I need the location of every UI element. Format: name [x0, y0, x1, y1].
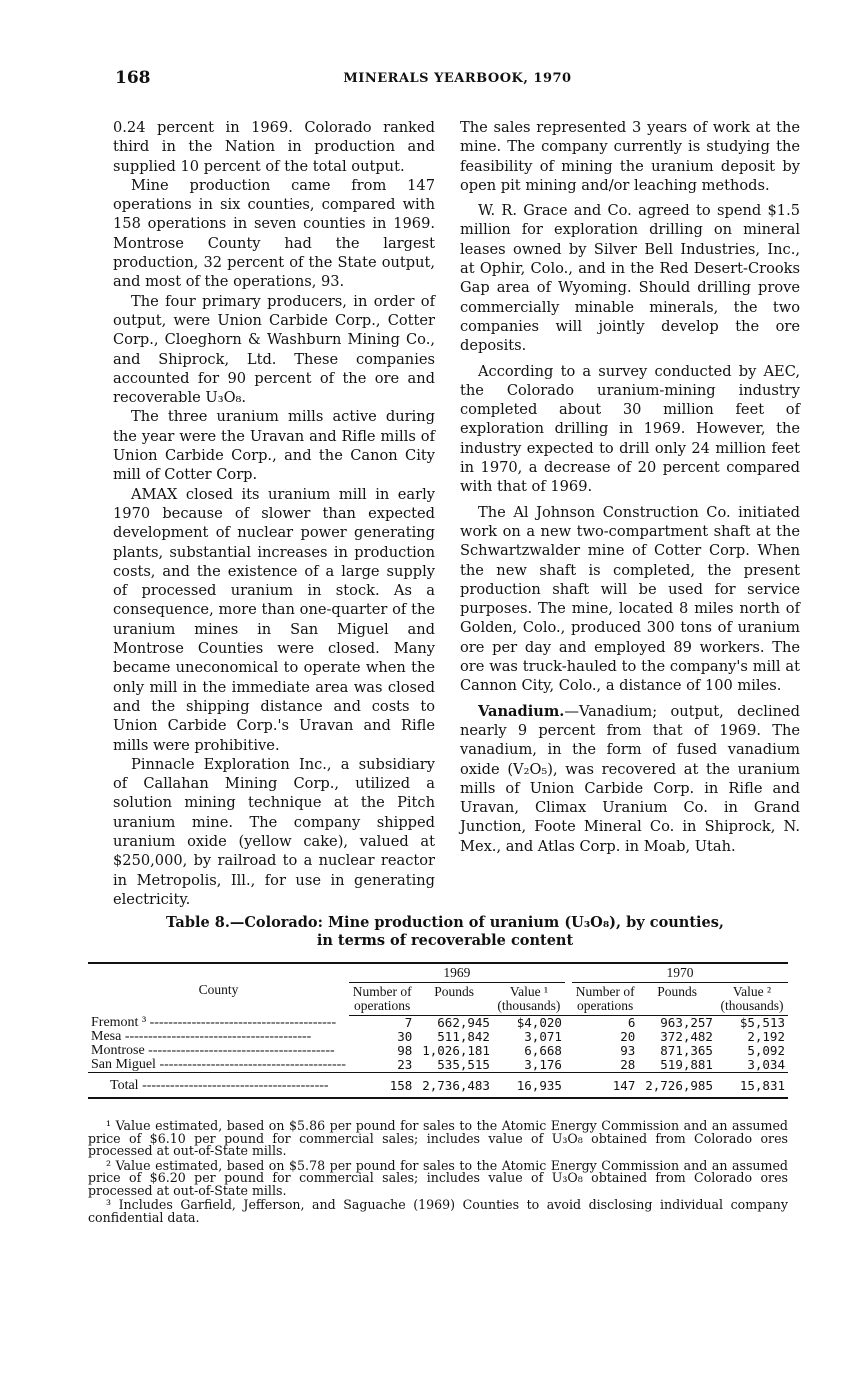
paragraph: Pinnacle Exploration Inc., a subsidiary of Callahan Mining Corp., utilized a solution mining technique at the Pitch uranium mine. The company shipped uranium oxide (yellow cake), valued at $250,000, by railroad to a nuclear reactor in Metropolis, Ill., for use in generating electricity. — [113, 755, 435, 908]
year-header-1969: 1969 — [349, 963, 565, 983]
pounds-header: Pounds — [415, 983, 493, 1016]
cell: 20 — [620, 1029, 636, 1044]
right-column — [460, 118, 800, 862]
cell: 662,945 — [437, 1015, 490, 1030]
paragraph: The Al Johnson Construction Co. initiated work on a new two-compartment shaft at the Schwartzwalder mine of Cotter Corp. When the new shaft is completed, the present production shaft will be used for service purposes. The mine, located 8 miles north of Golden, Colo., produced 300 tons of uranium ore per day and employed 89 workers. The ore was truck-hauled to the company's mill at Cannon City, Colo., a distance of 100 miles. — [460, 503, 800, 695]
pounds-header: Pounds — [638, 983, 716, 1016]
value-header: Value ¹ (thousands) — [493, 983, 565, 1016]
table-title-line: Table 8.—Colorado: Mine production of uranium (U₃O₈), by counties, — [166, 914, 724, 931]
cell: 98 — [397, 1043, 413, 1058]
uranium-production-table — [88, 962, 788, 1099]
paragraph: AMAX closed its uranium mill in early 1970 because of slower than expected development of nuclear power generating plants, substantial increases in production costs, and the existence of a large supply of processed uranium in stock. As a consequence, more than one-quarter of the uranium mines in San Miguel and Montrose Counties were closed. Many became uneconomical to operate when the only mill in the immediate area was closed and the shipping distance and costs to Union Carbide Corp.'s Uravan and Rifle mills were prohibitive. — [113, 485, 435, 754]
cell: 871,365 — [660, 1043, 713, 1058]
cell: 519,881 — [660, 1057, 713, 1072]
year-header-1970: 1970 — [572, 963, 788, 983]
table-row — [88, 1058, 788, 1073]
cell: 6 — [627, 1015, 636, 1030]
paragraph: According to a survey conducted by AEC, the Colorado uranium-mining industry completed about 30 million feet of exploration drilling in 1969. However, the industry expected to drill only 24 million feet in 1970, a decrease of 20 percent compared with that of 1969. — [460, 362, 800, 496]
table-title-line: in terms of recoverable content — [316, 932, 574, 949]
table-row — [88, 1044, 788, 1058]
county-cell: Fremont ³ ---------------------------------------- — [91, 1015, 337, 1030]
page-number: 168 — [115, 68, 151, 88]
cell: 7 — [404, 1015, 413, 1030]
cell: 2,736,483 — [415, 1073, 493, 1099]
ops-header: Number of operations — [349, 983, 415, 1016]
table-row — [88, 1016, 788, 1031]
cell: 3,176 — [524, 1057, 562, 1072]
footnotes — [88, 1120, 788, 1226]
cell: $4,020 — [516, 1015, 562, 1030]
cell: 963,257 — [660, 1015, 713, 1030]
county-cell: Mesa ---------------------------------------- — [91, 1030, 312, 1044]
cell: 2,192 — [747, 1029, 785, 1044]
paragraph: The sales represented 3 years of work at the mine. The company currently is studying the feasibility of mining the uranium deposit by open pit mining and/or leaching methods. — [460, 119, 800, 194]
county-header: County — [198, 981, 239, 997]
left-column — [113, 118, 435, 909]
cell: 93 — [620, 1043, 636, 1058]
total-row — [88, 1073, 788, 1099]
cell: 16,935 — [493, 1073, 565, 1099]
paragraph: 0.24 percent in 1969. Colorado ranked third in the Nation in production and supplied 10 percent of the total output. — [113, 119, 435, 175]
cell: 23 — [397, 1057, 413, 1072]
ops-header: Number of operations — [572, 983, 638, 1016]
value-header: Value ² (thousands) — [716, 983, 788, 1016]
footnote: ³ Includes Garfield, Jefferson, and Saguache (1969) Counties to avoid disclosing individual company confidential data. — [88, 1197, 788, 1225]
vanadium-text: —Vanadium; output, declined nearly 9 percent from that of 1969. The vanadium, in the form of fused vanadium oxide (V₂O₅), was recovered at the uranium mills of Union Carbide Corp. in Rifle and Uravan, Climax Uranium Co. in Grand Junction, Foote Mineral Co. in Shiprock, N. Mex., and Atlas Corp. in Moab, Utah. — [460, 702, 800, 855]
cell: 511,842 — [437, 1029, 490, 1044]
cell: 6,668 — [524, 1043, 562, 1058]
paragraph: W. R. Grace and Co. agreed to spend $1.5 million for exploration drilling on mineral leases owned by Silver Bell Industries, Inc., at Ophir, Colo., and in the Red Desert-Crooks Gap area of Wyoming. Should drilling prove commercially minable minerals, the two companies will jointly develop the ore deposits. — [460, 202, 800, 355]
cell: 147 — [572, 1073, 638, 1099]
cell: 15,831 — [716, 1073, 788, 1099]
page-header — [115, 68, 800, 92]
footnote: ¹ Value estimated, based on $5.86 per pound for sales to the Atomic Energy Commission and an assumed price of $6.10 per pound for commercial sales; includes value of U₃O₈ obtained from Colorado ores processed at out-of-State mills. — [88, 1118, 788, 1158]
table-row — [88, 1030, 788, 1044]
paragraph: Mine production came from 147 operations in six counties, compared with 158 operations in seven counties in 1969. Montrose County had the largest production, 32 percent of the State output, and most of the operations, 93. — [113, 176, 435, 291]
cell: 535,515 — [437, 1057, 490, 1072]
cell: 5,092 — [747, 1043, 785, 1058]
vanadium-heading: Vanadium. — [478, 702, 565, 720]
cell: 3,071 — [524, 1029, 562, 1044]
total-label: Total ---------------------------------------- — [88, 1073, 349, 1099]
county-cell: San Miguel ---------------------------------------- — [91, 1058, 346, 1072]
running-head: MINERALS YEARBOOK, 1970 — [343, 71, 572, 86]
cell: 2,726,985 — [638, 1073, 716, 1099]
paragraph: The four primary producers, in order of output, were Union Carbide Corp., Cotter Corp., Cloeghorn & Washburn Mining Co., and Shiprock, Ltd. These companies accounted for 90 percent of the ore and recoverable U₃O₈. — [113, 292, 435, 407]
cell: 3,034 — [747, 1057, 785, 1072]
cell: 372,482 — [660, 1029, 713, 1044]
table-title — [90, 914, 800, 950]
cell: 1,026,181 — [422, 1043, 490, 1058]
cell: $5,513 — [739, 1015, 785, 1030]
cell: 30 — [397, 1029, 413, 1044]
county-cell: Montrose ---------------------------------------- — [91, 1044, 335, 1058]
paragraph: The three uranium mills active during the year were the Uravan and Rifle mills of Union Carbide Corp., and the Canon City mill of Cotter Corp. — [113, 408, 435, 484]
vanadium-paragraph — [460, 702, 800, 856]
cell: 158 — [349, 1073, 415, 1099]
footnote: ² Value estimated, based on $5.78 per pound for sales to the Atomic Energy Commission and an assumed price of $6.20 per pound for commercial sales; includes value of U₃O₈ obtained from Colorado ores processed at out-of-State mills. — [88, 1157, 788, 1198]
cell: 28 — [620, 1057, 636, 1072]
